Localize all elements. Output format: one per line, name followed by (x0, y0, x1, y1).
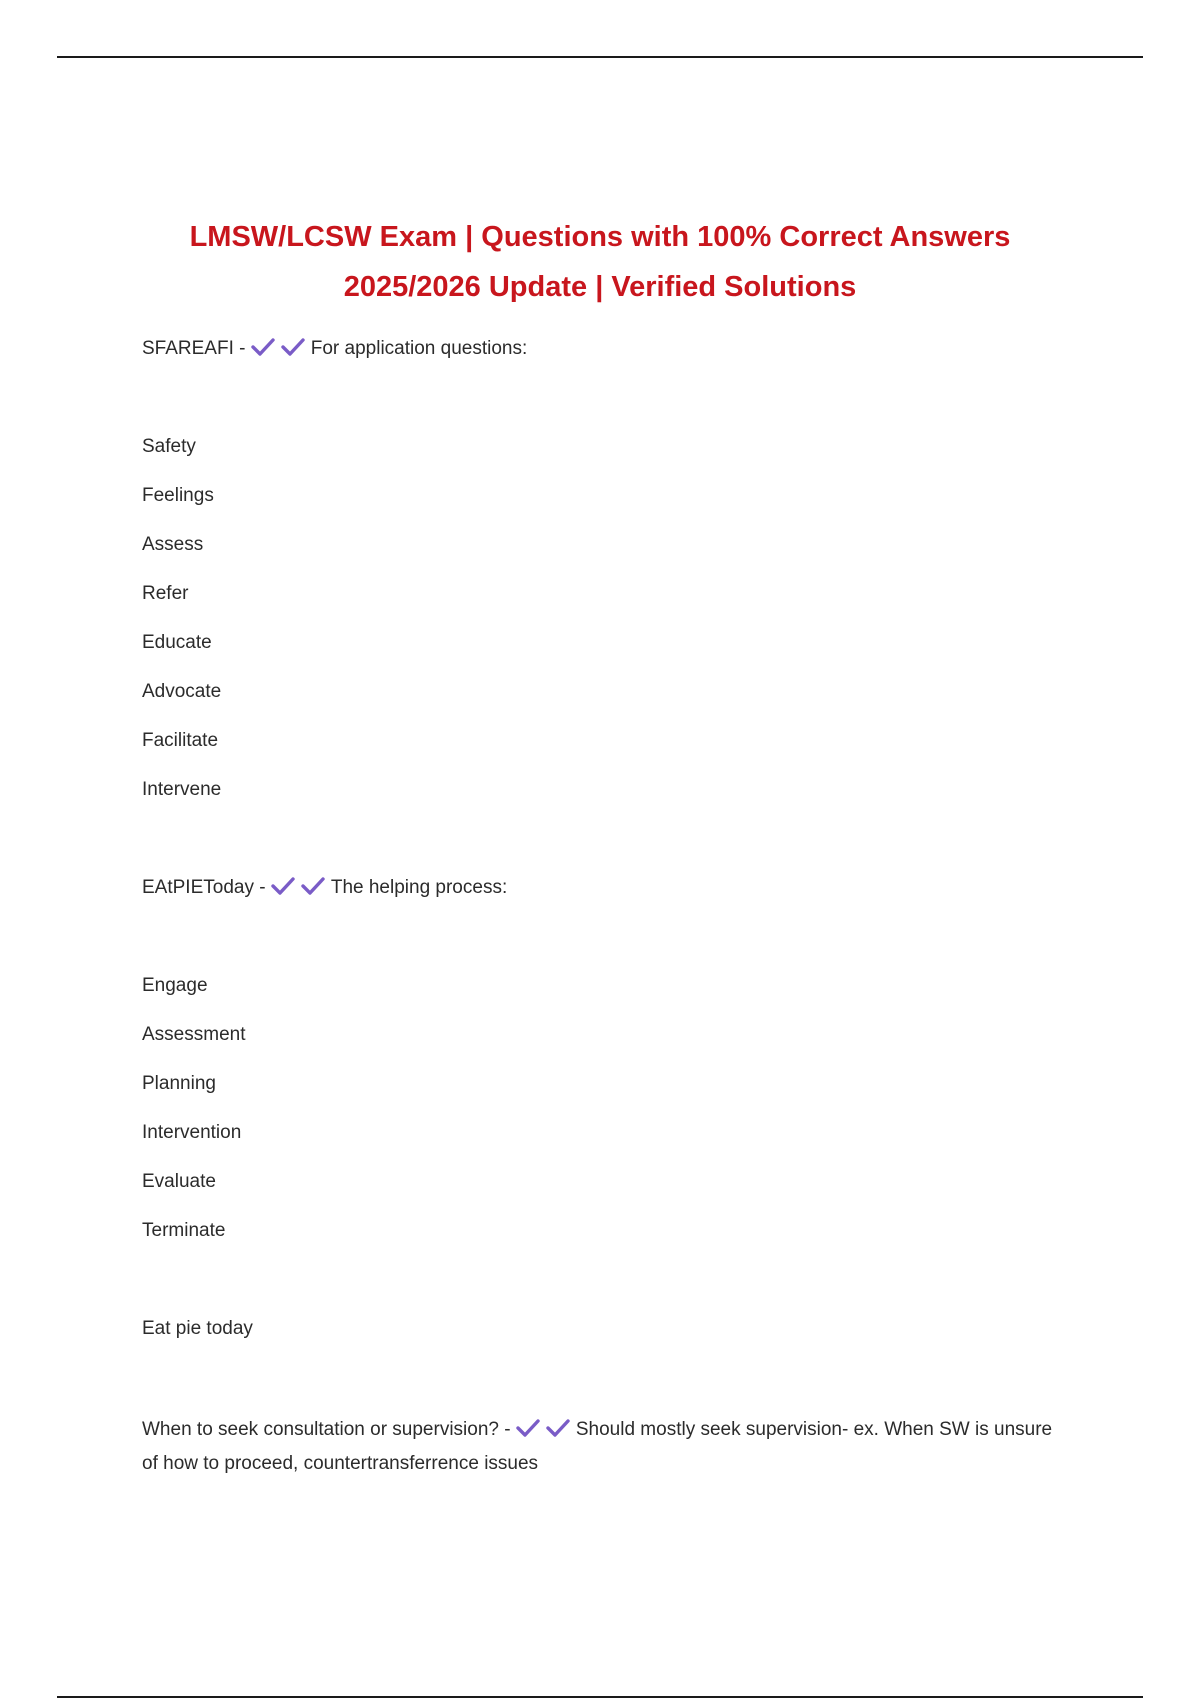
list-item: Assessment (142, 1024, 246, 1045)
list-item: Intervention (142, 1122, 242, 1143)
checkmark-icon (516, 1418, 540, 1438)
checkmark-icon (271, 876, 295, 896)
flashcard-question (142, 874, 1062, 923)
list-item: Safety (142, 436, 196, 457)
checkmark-icon (251, 337, 275, 357)
flashcard-question (142, 335, 1062, 384)
list-item: Terminate (142, 1220, 226, 1241)
mnemonic-note: Eat pie today (142, 1318, 253, 1339)
list-item: Planning (142, 1073, 216, 1094)
flashcard-list (142, 335, 1062, 1481)
list-item: Refer (142, 583, 189, 604)
flashcard-term: When to seek consultation or supervision? - (142, 1419, 516, 1440)
flashcard-definition: For application questions: (310, 338, 528, 359)
flashcard-definition: The helping process: (330, 877, 508, 898)
list-item: Facilitate (142, 730, 219, 751)
list-item: Educate (142, 632, 212, 653)
title-line-1: LMSW/LCSW Exam | Questions with 100% Correct Answers (189, 221, 1011, 253)
flashcard-term: SFAREAFI - (142, 338, 251, 359)
document-title (0, 212, 1200, 312)
list-item: Feelings (142, 485, 214, 506)
flashcard-term: EAtPIEToday - (142, 877, 271, 898)
top-rule (57, 56, 1143, 58)
bottom-rule (57, 1696, 1143, 1698)
checkmark-icon (546, 1418, 570, 1438)
list-item: Intervene (142, 779, 222, 800)
flashcard-definition: Should mostly seek supervision- ex. When SW is unsure of how to proceed, countertransferrence issues (142, 1419, 1053, 1474)
flashcard-question (142, 1413, 1062, 1481)
list-item: Advocate (142, 681, 222, 702)
checkmark-icon (281, 337, 305, 357)
checkmark-icon (301, 876, 325, 896)
title-line-2: 2025/2026 Update | Verified Solutions (343, 271, 857, 303)
list-item: Engage (142, 975, 208, 996)
list-item: Evaluate (142, 1171, 216, 1192)
list-item: Assess (142, 534, 204, 555)
